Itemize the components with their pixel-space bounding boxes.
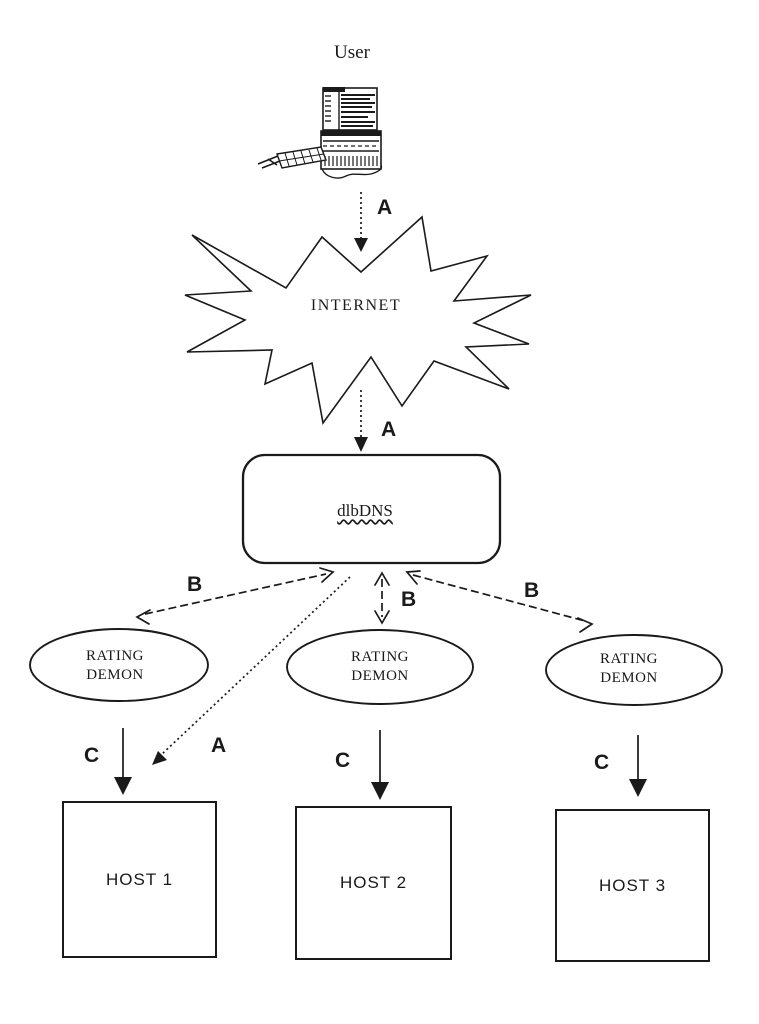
dlbdns-label: dlbDNS — [337, 501, 393, 520]
edge-label-b-demon2: B — [401, 588, 417, 611]
rating-demon3-label — [549, 650, 709, 688]
arrow-demon2-to-host2 — [371, 730, 389, 800]
rating-demon3-line1: RATING — [600, 651, 658, 667]
arrow-internet-to-dlbdns — [354, 390, 368, 452]
arrow-demon3-to-host3 — [629, 735, 647, 797]
edge-label-a-user-internet: A — [377, 196, 393, 219]
edge-label-c-host2: C — [335, 749, 351, 772]
edge-label-a-dlbdns-host1: A — [211, 734, 227, 757]
host3-box — [555, 809, 710, 962]
edge-label-b-demon3: B — [524, 579, 540, 602]
arrow-dlbdns-to-demon1 — [137, 568, 333, 624]
rating-demon2-line2: DEMON — [351, 668, 409, 684]
edge-label-c-host3: C — [594, 751, 610, 774]
edge-label-a-internet-dlbdns: A — [381, 418, 397, 441]
host1-label: HOST 1 — [105, 869, 174, 889]
rating-demon1-line2: DEMON — [86, 667, 144, 683]
rating-demon3-line2: DEMON — [600, 670, 658, 686]
host2-box — [295, 806, 452, 960]
edge-label-b-demon1: B — [187, 573, 203, 596]
host2-label: HOST 2 — [339, 873, 408, 892]
user-computer-icon — [258, 87, 381, 178]
internet-label: INTERNET — [310, 297, 402, 314]
rating-demon2-label — [300, 648, 460, 686]
arrow-dlbdns-to-demon3 — [407, 571, 592, 632]
arrow-demon1-to-host1 — [114, 728, 132, 795]
internet-burst-shape — [185, 217, 531, 423]
host1-box — [62, 801, 217, 958]
rating-demon1-label — [35, 647, 195, 685]
rating-demon1-line1: RATING — [86, 648, 144, 664]
arrow-dlbdns-to-demon2 — [375, 573, 389, 623]
rating-demon2-line1: RATING — [351, 649, 409, 665]
host3-label: HOST 3 — [598, 875, 667, 895]
user-label: User — [334, 42, 370, 63]
edge-label-c-host1: C — [84, 744, 100, 767]
arrow-user-to-internet — [354, 192, 368, 252]
